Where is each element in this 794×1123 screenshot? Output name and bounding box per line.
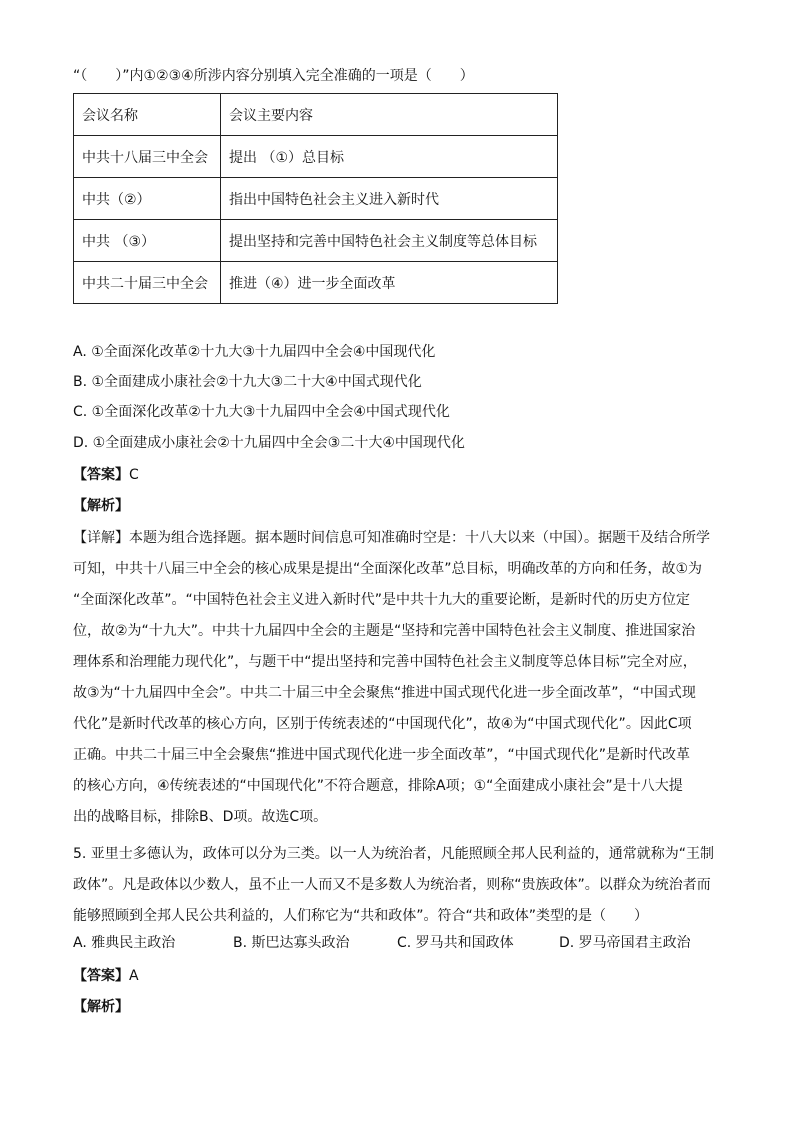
table-cell: 提出坚持和完善中国特色社会主义制度等总体目标 [221,220,558,262]
q5-option-b: B. 斯巴达寡头政治 [233,935,350,951]
table-row [74,262,558,304]
table-cell: 中共 （③） [74,220,221,262]
question-5-line: 5. 亚里士多德认为，政体可以分为三类。以一人为统治者，凡能照顾全邦人民利益的，通常就称为“王制 [73,846,715,862]
option-a: A. ①全面深化改革②十九大③十九届四中全会④中国现代化 [73,344,436,360]
detail-line: “全面深化改革”。“中国特色社会主义进入新时代”是中共十九大的重要论断，是新时代的历史方位定 [73,592,691,608]
table-cell: 指出中国特色社会主义进入新时代 [221,178,558,220]
answer-label: 【答案】 [73,968,129,984]
table-cell: 提出 （①）总目标 [221,136,558,178]
option-b: B. ①全面建成小康社会②十九大③二十大④中国式现代化 [73,374,422,390]
q5-option-c: C. 罗马共和国政体 [397,935,514,951]
table-header-cell: 会议主要内容 [221,94,558,136]
detail-line: 代化”是新时代改革的核心方向，区别于传统表述的“中国现代化”，故④为“中国式现代化”。因此C项 [73,716,692,732]
table-cell: 推进（④）进一步全面改革 [221,262,558,304]
option-c: C. ①全面深化改革②十九大③十九届四中全会④中国式现代化 [73,404,450,420]
table-row [74,178,558,220]
detail-line: 位，故②为“十九大”。中共十九届四中全会的主题是“坚持和完善中国特色社会主义制度、推进国家治 [73,623,696,639]
question-5-stem [73,839,723,932]
answer-label: 【答案】 [73,467,129,483]
question-5-options [73,932,723,954]
detail-line: 可知，中共十八届三中全会的核心成果是提出“全面深化改革”总目标，明确改革的方向和任务，故①为 [73,561,703,577]
q5-option-d: D. 罗马帝国君主政治 [559,935,691,951]
detail-paragraph [73,523,723,833]
answer-value: C [129,467,139,483]
table-row [74,136,558,178]
detail-line: 正确。中共二十届三中全会聚焦“推进中国式现代化进一步全面改革”，“中国式现代化”是新时代改革 [73,747,691,763]
option-d: D. ①全面建成小康社会②十九届四中全会③二十大④中国现代化 [73,435,465,451]
analysis-label-q5: 【解析】 [73,999,129,1015]
question-intro: “（ ）”内①②③④所涉内容分别填入完全准确的一项是（ ） [73,68,474,84]
detail-line: 理体系和治理能力现代化”，与题干中“提出坚持和完善中国特色社会主义制度等总体目标”完全对应， [73,654,697,670]
detail-line: 出的战略目标，排除B、D项。故选C项。 [73,809,328,825]
detail-line: 【详解】本题为组合选择题。据本题时间信息可知准确时空是：十八大以来（中国）。据题干及结合所学 [73,530,710,546]
detail-line: 故③为“十九届四中全会”。中共二十届三中全会聚焦“推进中国式现代化进一步全面改革”，“中国式现 [73,685,696,701]
question-5-line: 能够照顾到全邦人民公共利益的，人们称它为“共和政体”。符合“共和政体”类型的是（ ） [73,908,649,924]
table-header-cell: 会议名称 [74,94,221,136]
answer-value: A [129,968,139,984]
table-cell: 中共十八届三中全会 [74,136,221,178]
detail-line: 的核心方向，④传统表述的“中国现代化”不符合题意，排除A项；①“全面建成小康社会”是十八大提 [73,778,683,794]
table-row [74,220,558,262]
meeting-table [73,93,558,304]
answer-line-q5 [73,966,139,986]
answer-line [73,465,139,485]
table-header-row [74,94,558,136]
analysis-label: 【解析】 [73,498,129,514]
q5-option-a: A. 雅典民主政治 [73,935,176,951]
table-cell: 中共（②） [74,178,221,220]
table-cell: 中共二十届三中全会 [74,262,221,304]
question-5-line: 政体”。凡是政体以少数人，虽不止一人而又不是多数人为统治者，则称“贵族政体”。以群众为统治者而 [73,877,711,893]
